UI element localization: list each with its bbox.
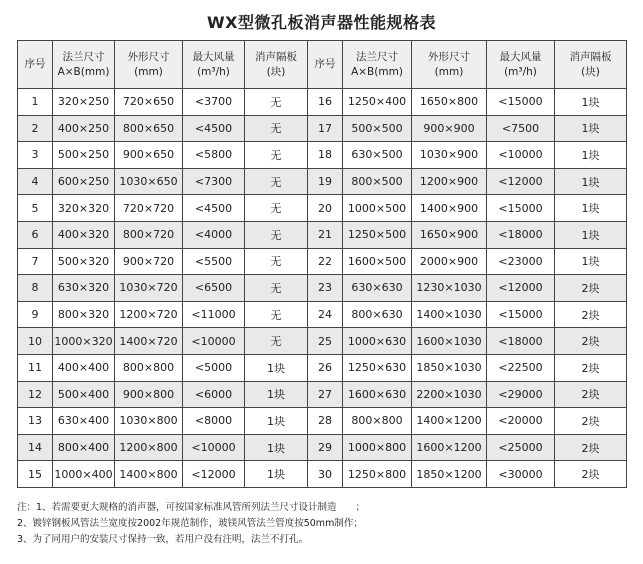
- cell-outer-right: 1200×900: [412, 168, 487, 195]
- cell-seq-left: 4: [18, 168, 53, 195]
- cell-baffle-left: 1块: [245, 461, 308, 488]
- cell-outer-left: 720×650: [115, 89, 183, 116]
- cell-seq-left: 14: [18, 434, 53, 461]
- cell-seq-right: 19: [308, 168, 343, 195]
- cell-flange-right: 1250×630: [343, 354, 412, 381]
- table-row: [18, 115, 627, 142]
- header-flange-right-line2: A×B(mm): [351, 65, 403, 78]
- cell-airflow-left: <4000: [183, 221, 245, 248]
- table-header-row: [18, 41, 627, 89]
- cell-flange-left: 320×250: [53, 89, 115, 116]
- cell-flange-left: 1000×400: [53, 461, 115, 488]
- cell-flange-left: 500×400: [53, 381, 115, 408]
- cell-baffle-left: 无: [245, 89, 308, 116]
- cell-flange-left: 1000×320: [53, 328, 115, 355]
- cell-outer-right: 2000×900: [412, 248, 487, 275]
- note-line-2: 2、镀锌钢板风管法兰宽度按2002年规范制作，玻镁风管法兰管度按50mm制作；: [17, 518, 363, 529]
- cell-airflow-left: <10000: [183, 434, 245, 461]
- cell-outer-right: 1400×1200: [412, 408, 487, 435]
- cell-seq-left: 7: [18, 248, 53, 275]
- cell-baffle-right: 2块: [555, 275, 627, 302]
- cell-outer-left: 1030×720: [115, 275, 183, 302]
- page-title: WX型微孔板消声器性能规格表: [207, 13, 436, 32]
- cell-airflow-right: <25000: [487, 434, 555, 461]
- cell-flange-left: 500×320: [53, 248, 115, 275]
- header-baffle-right-line1: 消声隔板: [569, 50, 612, 63]
- header-outer-left: [115, 41, 183, 89]
- header-airflow-left-line2: (m³/h): [197, 65, 230, 78]
- header-baffle-right-line2: (块): [581, 65, 600, 78]
- cell-outer-left: 1030×800: [115, 408, 183, 435]
- cell-outer-right: 900×900: [412, 115, 487, 142]
- table-row: [18, 89, 627, 116]
- cell-baffle-left: 1块: [245, 381, 308, 408]
- cell-seq-left: 15: [18, 461, 53, 488]
- cell-baffle-left: 无: [245, 221, 308, 248]
- cell-baffle-right: 1块: [555, 89, 627, 116]
- cell-flange-right: 630×630: [343, 275, 412, 302]
- notes: [17, 500, 627, 548]
- header-airflow-right-line2: (m³/h): [504, 65, 537, 78]
- cell-baffle-right: 1块: [555, 142, 627, 169]
- cell-outer-left: 1400×800: [115, 461, 183, 488]
- cell-outer-left: 1200×800: [115, 434, 183, 461]
- cell-seq-left: 3: [18, 142, 53, 169]
- cell-airflow-right: <12000: [487, 168, 555, 195]
- table-row: [18, 434, 627, 461]
- cell-seq-right: 22: [308, 248, 343, 275]
- cell-seq-right: 17: [308, 115, 343, 142]
- cell-outer-right: 1230×1030: [412, 275, 487, 302]
- cell-baffle-left: 无: [245, 115, 308, 142]
- cell-baffle-left: 无: [245, 168, 308, 195]
- cell-airflow-right: <22500: [487, 354, 555, 381]
- cell-airflow-right: <10000: [487, 142, 555, 169]
- cell-baffle-right: 1块: [555, 248, 627, 275]
- cell-airflow-right: <23000: [487, 248, 555, 275]
- cell-flange-right: 1250×500: [343, 221, 412, 248]
- cell-airflow-left: <5500: [183, 248, 245, 275]
- cell-outer-right: 1650×900: [412, 221, 487, 248]
- cell-outer-left: 800×800: [115, 354, 183, 381]
- cell-baffle-left: 无: [245, 142, 308, 169]
- cell-seq-right: 29: [308, 434, 343, 461]
- cell-seq-right: 26: [308, 354, 343, 381]
- cell-outer-right: 1030×900: [412, 142, 487, 169]
- cell-baffle-right: 1块: [555, 115, 627, 142]
- header-flange-left-line1: 法兰尺寸: [62, 50, 105, 63]
- cell-baffle-right: 1块: [555, 168, 627, 195]
- cell-airflow-right: <29000: [487, 381, 555, 408]
- cell-outer-right: 1850×1200: [412, 461, 487, 488]
- table-row: [18, 381, 627, 408]
- cell-outer-right: 1600×1030: [412, 328, 487, 355]
- cell-airflow-right: <15000: [487, 195, 555, 222]
- cell-baffle-left: 无: [245, 328, 308, 355]
- cell-airflow-left: <8000: [183, 408, 245, 435]
- header-flange-left-line2: A×B(mm): [57, 65, 110, 78]
- header-airflow-left-line1: 最大风量: [192, 50, 235, 63]
- cell-airflow-left: <4500: [183, 115, 245, 142]
- cell-airflow-left: <10000: [183, 328, 245, 355]
- cell-outer-left: 720×720: [115, 195, 183, 222]
- cell-outer-right: 1650×800: [412, 89, 487, 116]
- cell-seq-right: 20: [308, 195, 343, 222]
- cell-flange-left: 500×250: [53, 142, 115, 169]
- cell-seq-left: 10: [18, 328, 53, 355]
- spec-table: [17, 40, 627, 488]
- header-seq-left: 序号: [18, 41, 53, 89]
- cell-outer-right: 1400×900: [412, 195, 487, 222]
- cell-airflow-left: <7300: [183, 168, 245, 195]
- header-outer-right: [412, 41, 487, 89]
- cell-flange-left: 400×250: [53, 115, 115, 142]
- cell-airflow-right: <20000: [487, 408, 555, 435]
- cell-baffle-right: 2块: [555, 328, 627, 355]
- cell-outer-left: 1400×720: [115, 328, 183, 355]
- cell-airflow-right: <12000: [487, 275, 555, 302]
- cell-airflow-left: <11000: [183, 301, 245, 328]
- header-outer-right-line1: 外形尺寸: [428, 50, 470, 63]
- cell-seq-right: 23: [308, 275, 343, 302]
- cell-flange-right: 800×800: [343, 408, 412, 435]
- cell-seq-right: 27: [308, 381, 343, 408]
- cell-baffle-right: 2块: [555, 381, 627, 408]
- cell-flange-left: 800×400: [53, 434, 115, 461]
- cell-airflow-right: <7500: [487, 115, 555, 142]
- cell-flange-left: 600×250: [53, 168, 115, 195]
- table-row: [18, 168, 627, 195]
- header-flange-right: [343, 41, 412, 89]
- cell-baffle-left: 1块: [245, 354, 308, 381]
- table-row: [18, 142, 627, 169]
- cell-airflow-right: <18000: [487, 221, 555, 248]
- header-baffle-left-line2: (块): [266, 65, 286, 78]
- header-outer-left-line2: (mm): [134, 65, 163, 78]
- cell-outer-right: 2200×1030: [412, 381, 487, 408]
- table-row: [18, 275, 627, 302]
- cell-seq-left: 9: [18, 301, 53, 328]
- cell-outer-right: 1600×1200: [412, 434, 487, 461]
- header-baffle-right: [555, 41, 627, 89]
- cell-seq-right: 21: [308, 221, 343, 248]
- cell-flange-left: 630×400: [53, 408, 115, 435]
- cell-airflow-left: <6000: [183, 381, 245, 408]
- cell-baffle-left: 无: [245, 248, 308, 275]
- cell-baffle-right: 1块: [555, 221, 627, 248]
- cell-flange-right: 1000×500: [343, 195, 412, 222]
- cell-airflow-right: <30000: [487, 461, 555, 488]
- cell-seq-left: 11: [18, 354, 53, 381]
- cell-seq-right: 25: [308, 328, 343, 355]
- cell-flange-right: 1250×800: [343, 461, 412, 488]
- cell-seq-left: 2: [18, 115, 53, 142]
- table-row: [18, 461, 627, 488]
- cell-outer-left: 900×650: [115, 142, 183, 169]
- cell-flange-left: 630×320: [53, 275, 115, 302]
- cell-flange-right: 500×500: [343, 115, 412, 142]
- header-baffle-left: [245, 41, 308, 89]
- cell-airflow-right: <15000: [487, 301, 555, 328]
- cell-baffle-right: 2块: [555, 408, 627, 435]
- header-airflow-right: [487, 41, 555, 89]
- table-row: [18, 301, 627, 328]
- cell-baffle-right: 2块: [555, 434, 627, 461]
- cell-seq-left: 12: [18, 381, 53, 408]
- cell-seq-left: 8: [18, 275, 53, 302]
- cell-outer-right: 1850×1030: [412, 354, 487, 381]
- cell-flange-right: 800×630: [343, 301, 412, 328]
- cell-outer-left: 900×800: [115, 381, 183, 408]
- cell-flange-right: 800×500: [343, 168, 412, 195]
- cell-seq-left: 5: [18, 195, 53, 222]
- cell-baffle-right: 1块: [555, 195, 627, 222]
- header-flange-right-line1: 法兰尺寸: [356, 50, 398, 63]
- cell-seq-right: 18: [308, 142, 343, 169]
- cell-baffle-right: 2块: [555, 354, 627, 381]
- header-airflow-left: [183, 41, 245, 89]
- cell-baffle-left: 1块: [245, 408, 308, 435]
- header-outer-left-line1: 外形尺寸: [127, 50, 170, 63]
- table-body: [18, 89, 627, 488]
- header-flange-left: [53, 41, 115, 89]
- cell-outer-left: 1030×650: [115, 168, 183, 195]
- cell-outer-left: 1200×720: [115, 301, 183, 328]
- note-line-1: 注：1、若需要更大规格的消声器，可按国家标准风管所列法兰尺寸设计制造 ；: [17, 502, 366, 513]
- cell-baffle-right: 2块: [555, 301, 627, 328]
- cell-outer-right: 1400×1030: [412, 301, 487, 328]
- table-row: [18, 408, 627, 435]
- cell-flange-left: 800×320: [53, 301, 115, 328]
- header-seq-right: 序号: [308, 41, 343, 89]
- header-baffle-left-line1: 消声隔板: [255, 50, 297, 63]
- cell-seq-right: 28: [308, 408, 343, 435]
- header-outer-right-line2: (mm): [434, 65, 464, 78]
- table-row: [18, 354, 627, 381]
- cell-baffle-left: 无: [245, 301, 308, 328]
- table-row: [18, 328, 627, 355]
- cell-airflow-left: <6500: [183, 275, 245, 302]
- cell-baffle-left: 无: [245, 195, 308, 222]
- cell-seq-left: 6: [18, 221, 53, 248]
- cell-flange-right: 1000×800: [343, 434, 412, 461]
- cell-flange-right: 1600×630: [343, 381, 412, 408]
- cell-flange-left: 400×320: [53, 221, 115, 248]
- cell-airflow-left: <4500: [183, 195, 245, 222]
- cell-airflow-right: <15000: [487, 89, 555, 116]
- cell-flange-right: 1000×630: [343, 328, 412, 355]
- cell-flange-right: 1250×400: [343, 89, 412, 116]
- cell-flange-left: 320×320: [53, 195, 115, 222]
- cell-flange-left: 400×400: [53, 354, 115, 381]
- cell-airflow-left: <5000: [183, 354, 245, 381]
- header-airflow-right-line1: 最大风量: [499, 50, 542, 63]
- cell-outer-left: 800×650: [115, 115, 183, 142]
- cell-airflow-left: <12000: [183, 461, 245, 488]
- cell-seq-right: 30: [308, 461, 343, 488]
- cell-baffle-right: 2块: [555, 461, 627, 488]
- cell-baffle-left: 无: [245, 275, 308, 302]
- cell-airflow-left: <5800: [183, 142, 245, 169]
- cell-seq-left: 13: [18, 408, 53, 435]
- cell-outer-left: 800×720: [115, 221, 183, 248]
- cell-airflow-right: <18000: [487, 328, 555, 355]
- cell-flange-right: 1600×500: [343, 248, 412, 275]
- note-line-3: 3、为了同用户的安装尺寸保持一致，若用户没有注明，法兰不打孔。: [17, 534, 309, 545]
- cell-baffle-left: 1块: [245, 434, 308, 461]
- cell-seq-right: 16: [308, 89, 343, 116]
- cell-outer-left: 900×720: [115, 248, 183, 275]
- cell-airflow-left: <3700: [183, 89, 245, 116]
- table-row: [18, 221, 627, 248]
- cell-seq-right: 24: [308, 301, 343, 328]
- cell-flange-right: 630×500: [343, 142, 412, 169]
- table-row: [18, 195, 627, 222]
- table-row: [18, 248, 627, 275]
- cell-seq-left: 1: [18, 89, 53, 116]
